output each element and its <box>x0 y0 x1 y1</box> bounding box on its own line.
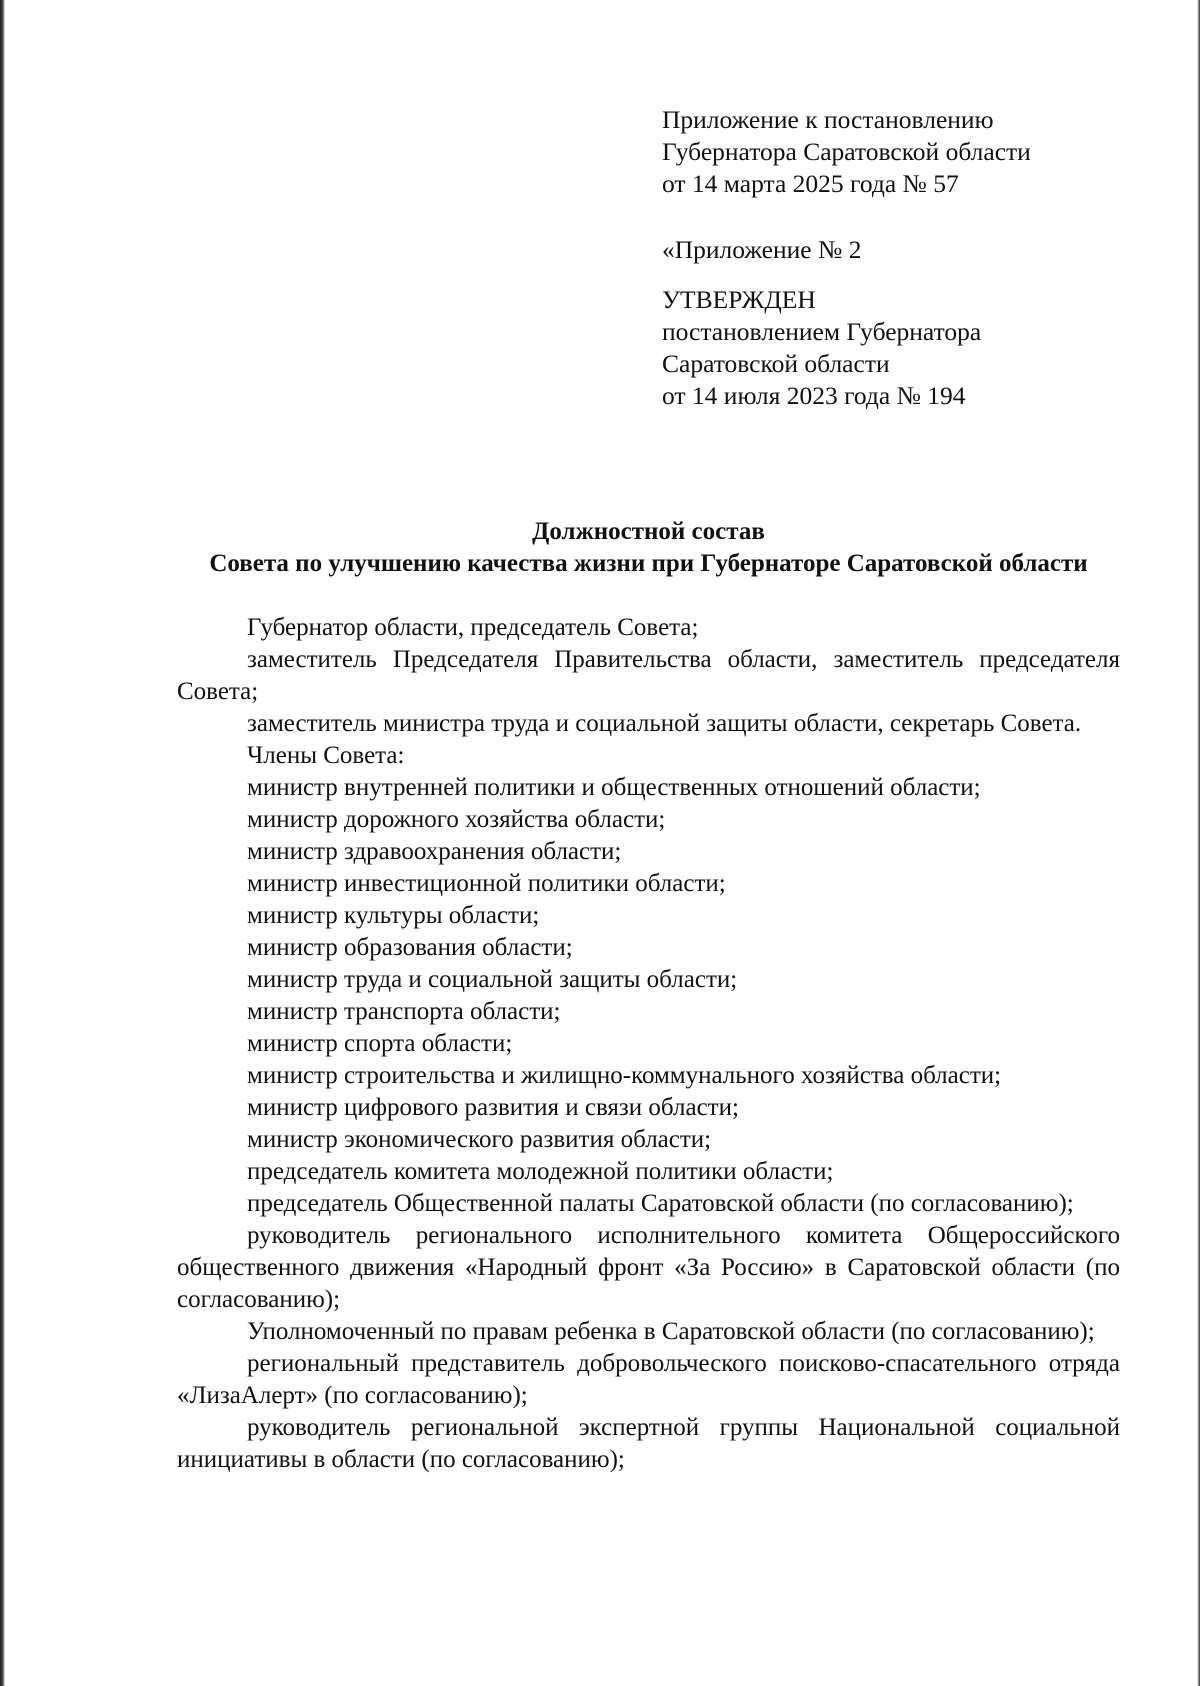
list-item: министр образования области; <box>247 934 573 961</box>
list-item: министр культуры области; <box>247 902 540 929</box>
list-item: министр труда и социальной защиты области; <box>247 966 738 993</box>
list-item: Уполномоченный по правам ребенка в Саратовской области (по согласованию); <box>247 1318 1095 1345</box>
header-spacer <box>662 266 1162 284</box>
list-item: заместитель министра труда и социальной защиты области, секретарь Совета. <box>247 710 1082 737</box>
list-item: министр здравоохранения области; <box>247 838 622 865</box>
list-item: министр экономического развития области; <box>247 1126 712 1153</box>
list-item: председатель комитета молодежной политики области; <box>247 1158 834 1185</box>
list-item: Губернатор области, председатель Совета; <box>247 614 699 641</box>
list-item: министр спорта области; <box>247 1030 513 1057</box>
header-spacer <box>662 200 1162 234</box>
document-title <box>177 516 1120 580</box>
approved-line-1: постановлением Губернатора <box>662 317 982 346</box>
list-item: заместитель Председателя Правительства области, заместитель председателя Совета; <box>177 646 1120 705</box>
appendix-line-2: Губернатора Саратовской области <box>662 137 1031 166</box>
list-item: министр инвестиционной политики области; <box>247 870 726 897</box>
list-item: руководитель региональной экспертной группы Национальной социальной инициативы в области (по согласованию); <box>177 1414 1120 1473</box>
approved-line-3: от 14 июля 2023 года № 194 <box>662 381 966 410</box>
appendix-line-1: Приложение к постановлению <box>662 105 994 134</box>
members-heading: Члены Совета: <box>247 742 405 769</box>
title-line-2: Совета по улучшению качества жизни при Губернаторе Саратовской области <box>209 550 1088 577</box>
list-item: руководитель регионального исполнительного комитета Общероссийского общественного движения «Народный фронт «За Россию» в Саратовской области (по согласованию); <box>177 1222 1120 1313</box>
list-item: региональный представитель добровольческого поисково-спасательного отряда «ЛизаАлерт» (по согласованию); <box>177 1350 1120 1409</box>
council-composition-list <box>177 612 1120 1476</box>
list-item: министр внутренней политики и общественных отношений области; <box>247 774 981 801</box>
appendix-number: «Приложение № 2 <box>662 235 862 264</box>
list-item: министр цифрового развития и связи области; <box>247 1094 739 1121</box>
list-item: министр транспорта области; <box>247 998 561 1025</box>
list-item: министр дорожного хозяйства области; <box>247 806 666 833</box>
approval-header <box>662 104 1162 412</box>
list-item: министр строительства и жилищно-коммунального хозяйства области; <box>247 1062 1002 1089</box>
title-line-1: Должностной состав <box>532 518 765 545</box>
approved-label: УТВЕРЖДЕН <box>662 285 816 314</box>
scan-edge-left <box>0 0 5 1686</box>
approved-line-2: Саратовской области <box>662 349 890 378</box>
list-item: председатель Общественной палаты Саратовской области (по согласованию); <box>247 1190 1074 1217</box>
appendix-line-3: от 14 марта 2025 года № 57 <box>662 169 959 198</box>
